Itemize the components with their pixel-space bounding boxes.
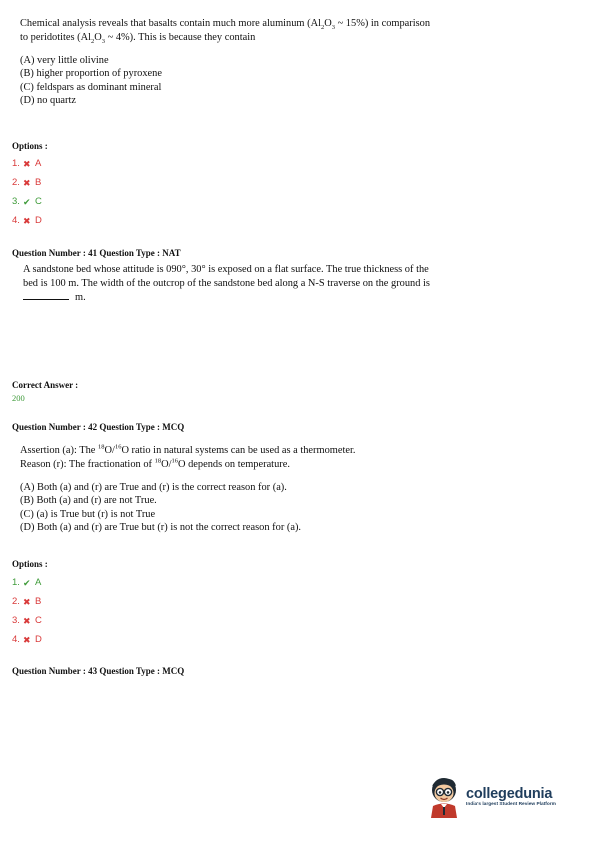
q40-choice-a: (A) very little olivine bbox=[20, 55, 109, 66]
q40-options-label: Options : bbox=[12, 141, 48, 151]
cross-icon: ✖ bbox=[22, 158, 31, 169]
q41-stem bbox=[23, 263, 583, 305]
check-icon: ✔ bbox=[22, 196, 31, 207]
q42-choice-a: (A) Both (a) and (r) are True and (r) is the correct reason for (a). bbox=[20, 482, 287, 493]
q42-options bbox=[12, 573, 42, 649]
cross-icon: ✖ bbox=[22, 215, 31, 226]
q40-choices bbox=[20, 54, 162, 108]
q42-choices bbox=[20, 481, 301, 535]
q40-option-2[interactable]: 2. ✖ B bbox=[12, 176, 42, 188]
q41-stem-line1: A sandstone bed whose attitude is 090°, 30° is exposed on a flat surface. The true thickness of the bbox=[23, 264, 429, 275]
q42-assertion: Assertion (a): The $^{18}$O/$^{16}$O ratio in natural systems can be used as a thermometer. bbox=[20, 443, 356, 456]
logo-tagline: India's largest Student Review Platform bbox=[466, 801, 556, 807]
q42-choice-d: (D) Both (a) and (r) are True but (r) is not the correct reason for (a). bbox=[20, 522, 302, 534]
q42-stem bbox=[20, 444, 580, 471]
q42-choice-b: (B) Both (a) and (r) are not True. bbox=[20, 495, 157, 507]
q41-header: Question Number : 41 Question Type : NAT bbox=[12, 248, 181, 258]
q42-option-4[interactable]: 4. ✖ D bbox=[12, 633, 42, 645]
q42-options-label: Options : bbox=[12, 559, 48, 569]
q42-choice-c: (C) (a) is True but (r) is not True bbox=[20, 508, 156, 520]
q40-stem-line1: Chemical analysis reveals that basalts contain much more aluminum ($Al_2O_3$ ~ 15%) in comparison bbox=[20, 18, 431, 32]
q42-reason: Reason (r): The fractionation of $^{18}$O/$^{16}$O depends on temperature. bbox=[20, 457, 290, 470]
cross-icon: ✖ bbox=[22, 615, 31, 626]
q40-stem-line2: to peridotites ($Al_2O_3$ ~ 4%). This is because they contain bbox=[20, 31, 256, 45]
q42-option-1[interactable]: 1. ✔ A bbox=[12, 576, 42, 588]
q40-option-4[interactable]: 4. ✖ D bbox=[12, 214, 42, 226]
answer-blank bbox=[23, 290, 69, 300]
q41-answer-label: Correct Answer : bbox=[12, 380, 79, 390]
q40-options bbox=[12, 154, 42, 230]
logo-text-block bbox=[466, 786, 556, 807]
check-icon: ✔ bbox=[22, 577, 31, 588]
q40-stem bbox=[20, 17, 580, 44]
cross-icon: ✖ bbox=[22, 634, 31, 645]
q42-option-3[interactable]: 3. ✖ C bbox=[12, 614, 42, 626]
q40-choice-b: (B) higher proportion of pyroxene bbox=[20, 68, 162, 80]
q40-choice-d: (D) no quartz bbox=[20, 95, 76, 107]
cross-icon: ✖ bbox=[22, 596, 31, 607]
collegedunia-logo[interactable] bbox=[424, 774, 556, 818]
q40-choice-c: (C) feldspars as dominant mineral bbox=[20, 81, 162, 93]
mascot-icon bbox=[424, 774, 464, 818]
q42-option-2[interactable]: 2. ✖ B bbox=[12, 595, 42, 607]
q43-header: Question Number : 43 Question Type : MCQ bbox=[12, 666, 185, 676]
cross-icon: ✖ bbox=[22, 177, 31, 188]
q42-header: Question Number : 42 Question Type : MCQ bbox=[12, 422, 185, 432]
logo-name: collegedunia bbox=[466, 785, 553, 802]
q41-answer-value: 200 bbox=[12, 393, 25, 403]
q41-stem-line3: m. bbox=[23, 290, 583, 305]
q40-option-1[interactable]: 1. ✖ A bbox=[12, 157, 42, 169]
q41-stem-line2: bed is 100 m. The width of the outcrop of the sandstone bed along a N-S traverse on the ground is bbox=[23, 277, 430, 289]
q40-option-3[interactable]: 3. ✔ C bbox=[12, 195, 42, 207]
